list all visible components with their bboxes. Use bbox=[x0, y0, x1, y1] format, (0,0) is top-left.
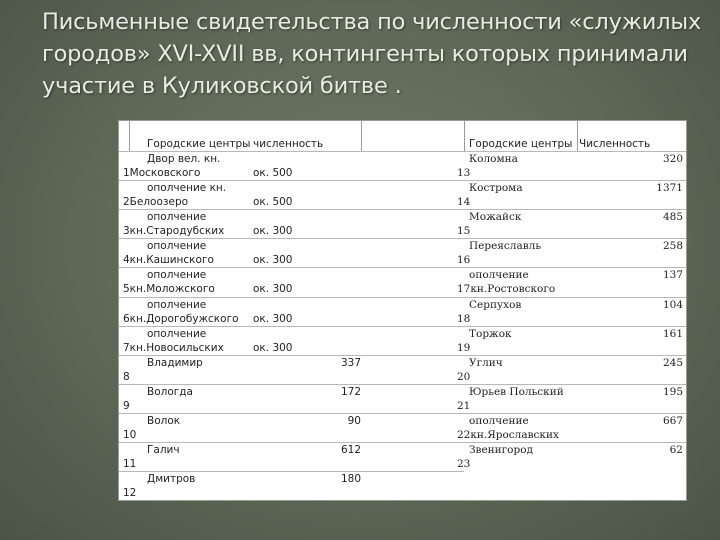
header-divider bbox=[129, 121, 130, 151]
left-city-line1: Дмитров bbox=[147, 473, 196, 486]
right-count: 667 bbox=[662, 414, 683, 427]
left-count: ок. 500 bbox=[253, 196, 293, 209]
left-row-index: 12 bbox=[123, 487, 137, 500]
header-divider bbox=[361, 121, 362, 151]
left-city-line1: ополчение bbox=[147, 327, 207, 340]
left-city-line1: ополчение bbox=[147, 269, 207, 282]
row-rule bbox=[119, 267, 464, 268]
right-count: 258 bbox=[662, 240, 683, 253]
row-rule bbox=[119, 442, 464, 443]
right-count: 485 bbox=[662, 211, 683, 224]
left-city-line1: ополчение bbox=[147, 211, 207, 224]
right-city-line1: Серпухов bbox=[469, 298, 522, 311]
header-city-right: Городские центры bbox=[469, 138, 573, 150]
slide-title: Письменные свидетельства по численности «служилых городов» XVI-XVII вв, контингенты которых принимали участие в Куликовской битве . bbox=[42, 9, 702, 99]
right-city-line1: Торжок bbox=[469, 327, 512, 340]
row-rule bbox=[119, 326, 464, 327]
right-count: 1371 bbox=[656, 182, 683, 195]
left-row-index: 9 bbox=[123, 399, 130, 412]
left-city-line2: 7кн.Новосильских bbox=[123, 341, 224, 354]
right-city-line1: Звенигород bbox=[469, 444, 533, 456]
left-count: ок. 300 bbox=[253, 312, 293, 325]
right-row-index: 19 bbox=[457, 341, 471, 354]
left-city-line2: 1Московского bbox=[123, 167, 201, 179]
right-city-line1: Можайск bbox=[469, 211, 522, 224]
right-row-index: 15 bbox=[457, 225, 471, 238]
row-rule bbox=[119, 471, 464, 472]
row-rule bbox=[464, 267, 686, 268]
right-city-line1: ополчение bbox=[469, 269, 529, 282]
row-rule bbox=[464, 413, 686, 414]
right-count: 245 bbox=[662, 356, 683, 369]
left-value: 172 bbox=[340, 385, 361, 398]
row-rule bbox=[119, 297, 464, 298]
left-value: 612 bbox=[340, 444, 361, 456]
row-rule bbox=[464, 326, 686, 327]
left-city-line2: 3кн.Стародубских bbox=[123, 225, 225, 238]
right-count: 195 bbox=[662, 385, 683, 398]
header-city-left: Городские центры bbox=[147, 138, 251, 150]
left-count: ок. 300 bbox=[253, 283, 293, 296]
row-rule bbox=[119, 209, 464, 210]
left-city-line1: Галич bbox=[147, 444, 180, 456]
row-rule bbox=[119, 238, 464, 239]
header-count-right: Численность bbox=[579, 138, 651, 150]
row-rule bbox=[464, 384, 686, 385]
right-city-line1: Углич bbox=[469, 356, 503, 369]
header-rule bbox=[119, 151, 686, 152]
right-count: 161 bbox=[662, 327, 683, 340]
left-city-line1: ополчение кн. bbox=[147, 182, 227, 195]
left-city-line1: ополчение bbox=[147, 240, 207, 253]
left-count: ок. 500 bbox=[253, 167, 293, 179]
left-city-line1: ополчение bbox=[147, 298, 207, 311]
right-row-index: 21 bbox=[457, 399, 471, 412]
left-city-line2: 6кн.Дорогобужского bbox=[123, 312, 239, 325]
right-city-line1: Кострома bbox=[469, 182, 523, 195]
right-row-index: 13 bbox=[457, 167, 471, 179]
row-rule bbox=[464, 180, 686, 181]
right-row-index: 23 bbox=[457, 458, 471, 470]
right-count: 104 bbox=[662, 298, 683, 311]
right-city-line2: 22кн.Ярославских bbox=[457, 428, 559, 441]
row-rule bbox=[119, 180, 464, 181]
left-city-line1: Двор вел. кн. bbox=[147, 153, 221, 165]
left-value: 180 bbox=[340, 473, 361, 486]
right-city-line1: Коломна bbox=[469, 153, 518, 165]
right-row-index: 20 bbox=[457, 370, 471, 383]
left-city-line2: 2Белоозеро bbox=[123, 196, 189, 209]
right-city-line2: 17кн.Ростовского bbox=[457, 283, 556, 296]
right-city-line1: Юрьев Польский bbox=[469, 385, 564, 398]
left-city-line1: Владимир bbox=[147, 356, 203, 369]
right-count: 320 bbox=[662, 153, 683, 165]
left-value: 337 bbox=[340, 356, 361, 369]
left-count: ок. 300 bbox=[253, 341, 293, 354]
left-row-index: 10 bbox=[123, 428, 137, 441]
left-count: ок. 300 bbox=[253, 225, 293, 238]
right-count: 137 bbox=[662, 269, 683, 282]
row-rule bbox=[119, 413, 464, 414]
left-row-index: 8 bbox=[123, 370, 130, 383]
data-table bbox=[118, 120, 687, 501]
right-row-index: 16 bbox=[457, 254, 471, 267]
row-rule bbox=[464, 238, 686, 239]
left-city-line2: 4кн.Кашинского bbox=[123, 254, 214, 267]
row-rule bbox=[464, 297, 686, 298]
row-rule bbox=[464, 442, 686, 443]
left-value: 90 bbox=[347, 414, 361, 427]
left-row-index: 11 bbox=[123, 458, 137, 470]
header-divider bbox=[464, 121, 465, 151]
row-rule bbox=[119, 355, 464, 356]
header-count-left: численность bbox=[253, 138, 324, 150]
right-city-line1: ополчение bbox=[469, 414, 529, 427]
row-rule bbox=[464, 209, 686, 210]
header-divider bbox=[577, 121, 578, 151]
left-city-line1: Волок bbox=[147, 414, 181, 427]
right-row-index: 18 bbox=[457, 312, 471, 325]
right-count: 62 bbox=[669, 444, 683, 456]
right-city-line1: Переяславль bbox=[469, 240, 542, 253]
row-rule bbox=[119, 384, 464, 385]
left-city-line2: 5кн.Моложского bbox=[123, 283, 215, 296]
left-count: ок. 300 bbox=[253, 254, 293, 267]
right-row-index: 14 bbox=[457, 196, 471, 209]
row-rule bbox=[464, 355, 686, 356]
left-city-line1: Вологда bbox=[147, 385, 193, 398]
